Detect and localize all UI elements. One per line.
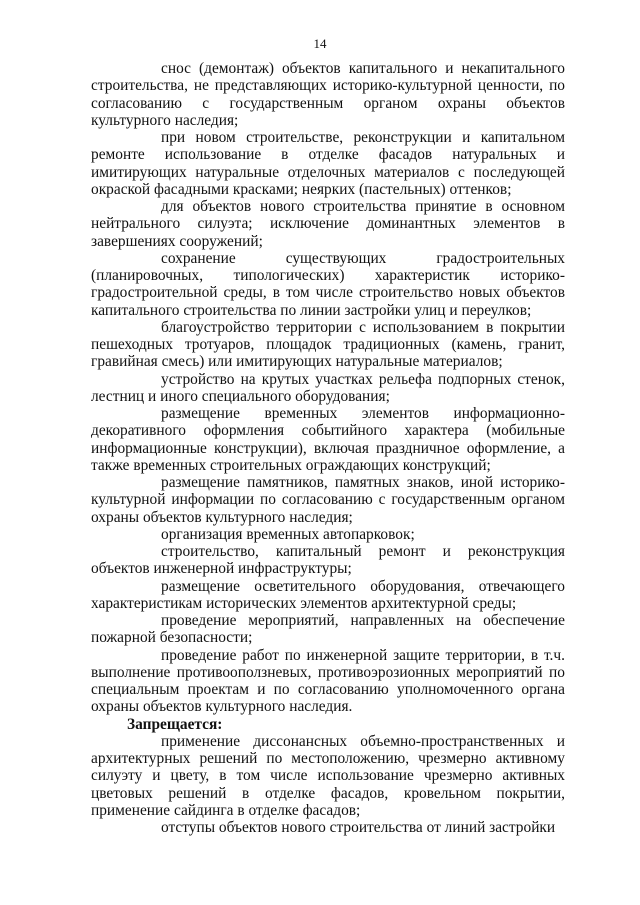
section-heading: Запрещается: (127, 715, 223, 733)
paragraph: строительство, капитальный ремонт и реконструкция объектов инженерной инфраструктуры; (91, 543, 565, 578)
paragraph: организация временных автопарковок; (161, 525, 415, 543)
paragraph: размещение осветительного оборудования, отвечающего характеристикам исторических элементов архитектурной среды; (91, 577, 565, 612)
paragraph: размещение временных элементов информационно-декоративного оформления событийного характера (мобильные информационные конструкции), включая праздничное оформление, а также временных строительных ограждающих конструкций; (91, 405, 565, 474)
document-body (91, 60, 565, 836)
paragraph: устройство на крутых участках рельефа подпорных стенок, лестниц и иного специального оборудования; (91, 370, 565, 405)
paragraph: сохранение существующих градостроительных (планировочных, типологических) характеристик историко-градостроительной среды, в том числе строительство новых объектов капитального строительства по линии застройки улиц и переулков; (91, 249, 565, 319)
paragraph: снос (демонтаж) объектов капитального и некапитального строительства, не представляющих историко-культурной ценности, по согласованию с государственным органом охраны объектов культурного наследия; (91, 60, 565, 129)
paragraph: благоустройство территории с использованием в покрытии пешеходных тротуаров, площадок традиционных (камень, гранит, гравийная смесь) или имитирующих натуральные материалов; (91, 318, 565, 371)
paragraph: применение диссонансных объемно-пространственных и архитектурных решений по местоположению, чрезмерно активному силуэту и цвету, в том числе использование чрезмерно активных цветовых решений в отделке фасадов, кровельном покрытии, применение сайдинга в отделке фасадов; (91, 732, 565, 819)
paragraph: отступы объектов нового строительства от линий застройки (161, 819, 556, 836)
paragraph: размещение памятников, памятных знаков, иной историко-культурной информации по согласованию с государственным органом охраны объектов культурного наследия; (91, 474, 565, 526)
page-number: 14 (313, 36, 327, 51)
paragraph: для объектов нового строительства принятие в основном нейтрального силуэта; исключение доминантных элементов в завершениях сооружений; (91, 198, 565, 250)
paragraph: проведение мероприятий, направленных на обеспечение пожарной безопасности; (91, 612, 565, 647)
paragraph: при новом строительстве, реконструкции и капитальном ремонте использование в отделке фасадов натуральных и имитирующих натуральные отделочных материалов с последующей окраской фасадными красками; неярких (пастельных) оттенков; (91, 129, 565, 198)
paragraph: проведение работ по инженерной защите территории, в т.ч. выполнение противооползневых, противоэрозионных мероприятий по специальным проектам и по согласованию уполномоченного органа охраны объектов культурного наследия. (91, 646, 565, 716)
